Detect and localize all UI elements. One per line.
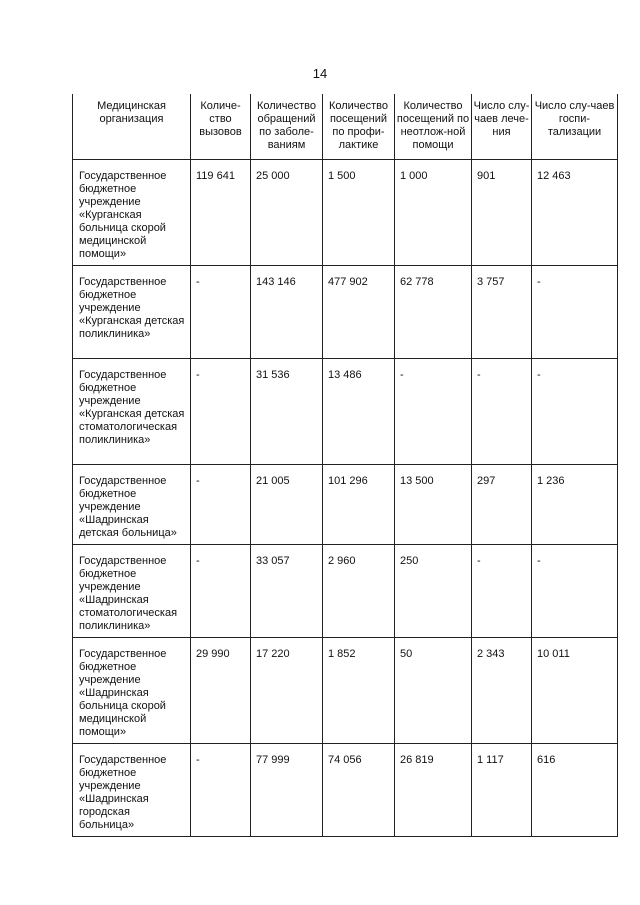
table-header-row <box>73 94 618 160</box>
table-row <box>73 465 618 545</box>
calls-cell: - <box>191 744 251 837</box>
treatment-cases-cell: 297 <box>472 465 532 545</box>
header-preventive-visits: Количество посещений по профи-лактике <box>323 94 395 160</box>
disease-visits-cell: 17 220 <box>251 638 323 744</box>
hospitalization-cases-cell: 12 463 <box>532 160 618 266</box>
organization-cell: Государственное бюджетное учреждение «Шадринская стоматологическая поликлиника» <box>73 545 191 638</box>
table-row <box>73 744 618 837</box>
urgent-visits-cell: 1 000 <box>395 160 472 266</box>
header-hospitalization-cases: Число слу-чаев госпи-тализации <box>532 94 618 160</box>
table-row <box>73 638 618 744</box>
urgent-visits-cell: 26 819 <box>395 744 472 837</box>
preventive-visits-cell: 477 902 <box>323 266 395 359</box>
disease-visits-cell: 143 146 <box>251 266 323 359</box>
treatment-cases-cell: 901 <box>472 160 532 266</box>
calls-cell: - <box>191 359 251 465</box>
hospitalization-cases-cell: 10 011 <box>532 638 618 744</box>
header-calls: Количе-ство вызовов <box>191 94 251 160</box>
header-disease-visits: Количество обращений по заболе-ваниям <box>251 94 323 160</box>
organization-cell: Государственное бюджетное учреждение «Курганская детская поликлиника» <box>73 266 191 359</box>
calls-cell: 119 641 <box>191 160 251 266</box>
organization-cell: Государственное бюджетное учреждение «Курганская детская стоматологическая поликлиника» <box>73 359 191 465</box>
table-row <box>73 266 618 359</box>
preventive-visits-cell: 13 486 <box>323 359 395 465</box>
table-row <box>73 545 618 638</box>
preventive-visits-cell: 2 960 <box>323 545 395 638</box>
header-organization: Медицинская организация <box>73 94 191 160</box>
preventive-visits-cell: 1 500 <box>323 160 395 266</box>
disease-visits-cell: 25 000 <box>251 160 323 266</box>
calls-cell: - <box>191 545 251 638</box>
disease-visits-cell: 77 999 <box>251 744 323 837</box>
treatment-cases-cell: 3 757 <box>472 266 532 359</box>
calls-cell: - <box>191 266 251 359</box>
urgent-visits-cell: - <box>395 359 472 465</box>
hospitalization-cases-cell: - <box>532 545 618 638</box>
treatment-cases-cell: 2 343 <box>472 638 532 744</box>
table-row <box>73 359 618 465</box>
urgent-visits-cell: 62 778 <box>395 266 472 359</box>
header-urgent-visits: Количество посещений по неотлож-ной помощи <box>395 94 472 160</box>
organization-cell: Государственное бюджетное учреждение «Шадринская детская больница» <box>73 465 191 545</box>
treatment-cases-cell: - <box>472 359 532 465</box>
urgent-visits-cell: 13 500 <box>395 465 472 545</box>
disease-visits-cell: 21 005 <box>251 465 323 545</box>
medical-organizations-table <box>72 94 618 837</box>
urgent-visits-cell: 250 <box>395 545 472 638</box>
calls-cell: - <box>191 465 251 545</box>
hospitalization-cases-cell: - <box>532 266 618 359</box>
preventive-visits-cell: 101 296 <box>323 465 395 545</box>
table-row <box>73 160 618 266</box>
calls-cell: 29 990 <box>191 638 251 744</box>
page-number: 14 <box>312 66 328 81</box>
urgent-visits-cell: 50 <box>395 638 472 744</box>
organization-cell: Государственное бюджетное учреждение «Шадринская больница скорой медицинской помощи» <box>73 638 191 744</box>
disease-visits-cell: 31 536 <box>251 359 323 465</box>
preventive-visits-cell: 74 056 <box>323 744 395 837</box>
treatment-cases-cell: 1 117 <box>472 744 532 837</box>
organization-cell: Государственное бюджетное учреждение «Шадринская городская больница» <box>73 744 191 837</box>
hospitalization-cases-cell: 616 <box>532 744 618 837</box>
hospitalization-cases-cell: - <box>532 359 618 465</box>
hospitalization-cases-cell: 1 236 <box>532 465 618 545</box>
disease-visits-cell: 33 057 <box>251 545 323 638</box>
organization-cell: Государственное бюджетное учреждение «Курганская больница скорой медицинской помощи» <box>73 160 191 266</box>
header-treatment-cases: Число слу-чаев лече-ния <box>472 94 532 160</box>
preventive-visits-cell: 1 852 <box>323 638 395 744</box>
treatment-cases-cell: - <box>472 545 532 638</box>
